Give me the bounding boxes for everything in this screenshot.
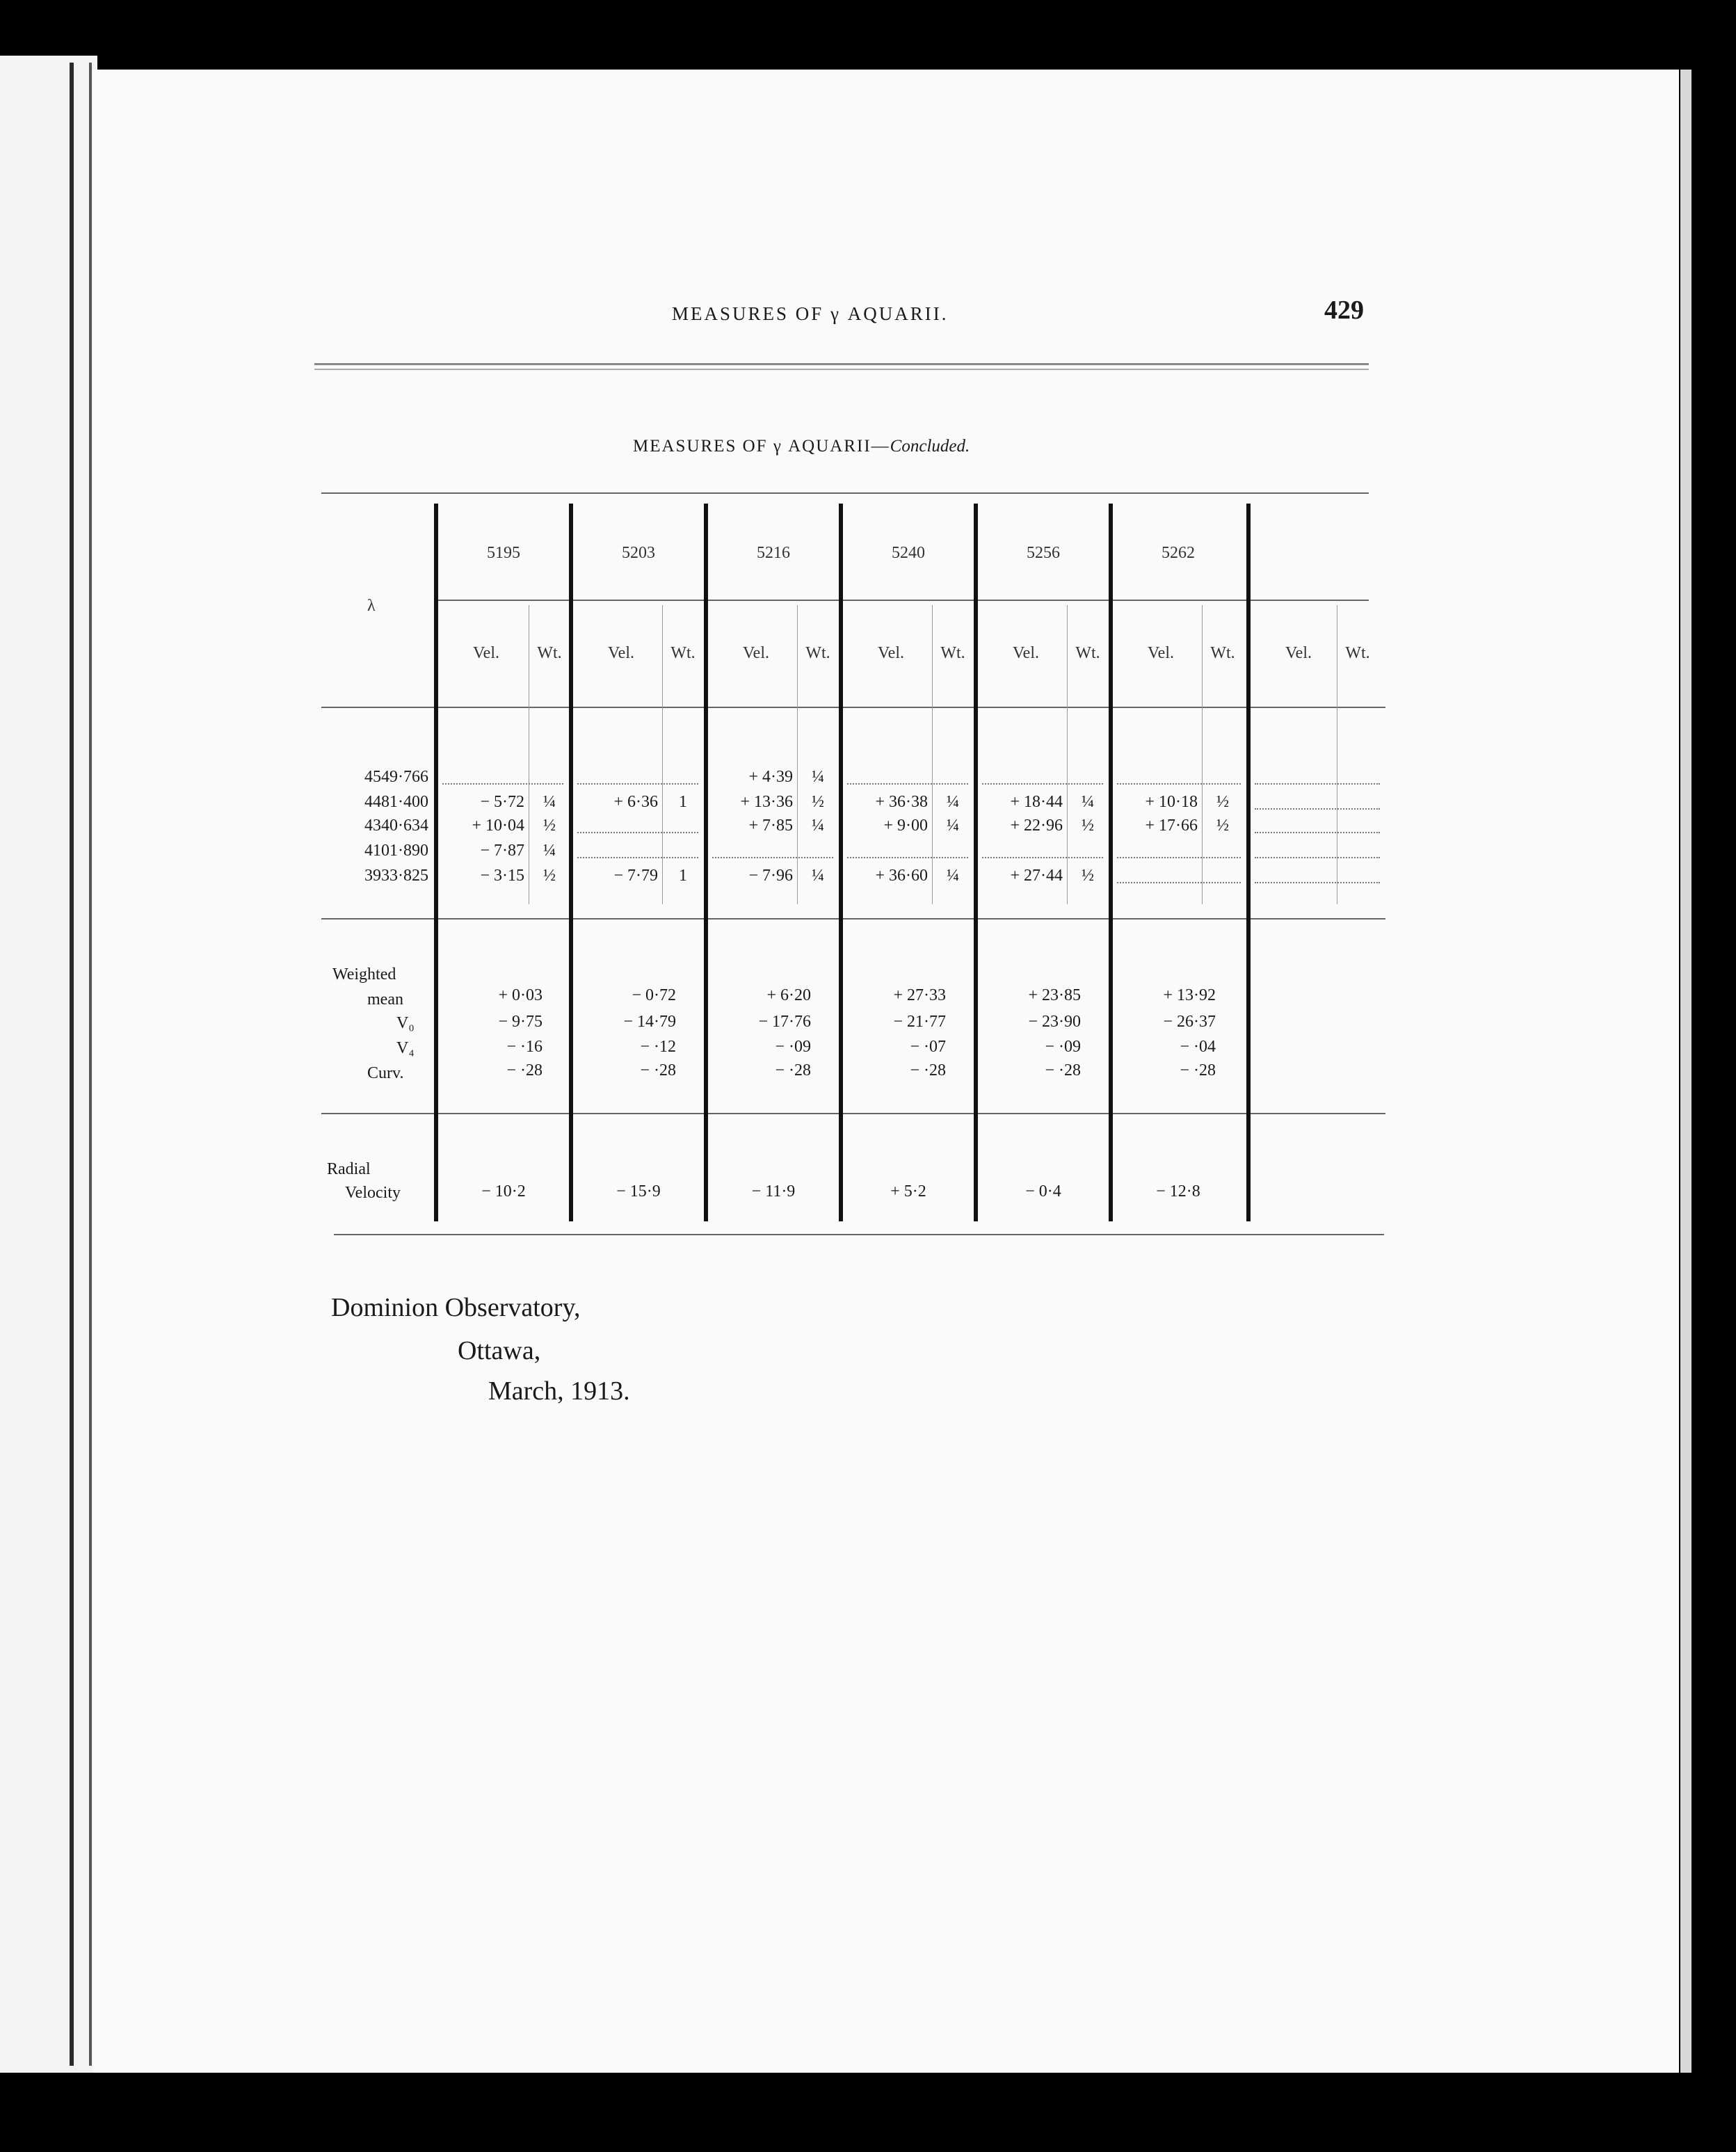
lambda-header: λ [367,597,376,615]
vel-header: Vel. [1285,644,1312,662]
summary-value: + 27·33 [893,986,946,1004]
summary-value: + 23·85 [1028,986,1081,1004]
velocity-cell: + 10·04 [472,817,524,835]
signature-line-2: Ottawa, [458,1336,541,1365]
weight-cell: ¼ [1082,793,1094,811]
table-bottom-rule [334,1234,1384,1235]
radial-velocity-value: − 10·2 [481,1182,526,1201]
summary-value: − 26·37 [1163,1013,1216,1031]
velocity-cell: − 7·87 [480,842,524,860]
empty-cell-leader [982,857,1103,858]
weight-cell: ½ [1082,817,1094,835]
plate-header: 5256 [1027,544,1060,562]
summary-label: Curv. [367,1064,404,1082]
summary-bottom-rule [321,1113,1385,1114]
summary-value: − ·09 [1045,1038,1081,1056]
plate-header: 5240 [892,544,925,562]
velocity-cell: + 36·60 [875,867,928,885]
weight-cell: ¼ [543,793,556,811]
summary-value: − ·28 [640,1061,676,1079]
plate-header: 5216 [757,544,790,562]
empty-cell-leader [1255,882,1380,883]
summary-value: + 6·20 [766,986,811,1004]
summary-value: − ·28 [910,1061,946,1079]
weight-cell: ¼ [947,793,959,811]
velocity-label: Velocity [345,1184,401,1202]
empty-cell-leader [1117,882,1241,883]
summary-label: V₄ [396,1039,415,1057]
empty-cell-leader [712,857,833,858]
weight-cell: ½ [543,817,556,835]
velocity-cell: + 36·38 [875,793,928,811]
summary-value: − ·28 [506,1061,542,1079]
radial-velocity-value: + 5·2 [890,1182,926,1201]
wavelength-label: 4101·890 [364,842,428,860]
plate-header-rule [437,600,1369,601]
weight-cell: ¼ [812,867,824,885]
radial-velocity-value: − 12·8 [1156,1182,1200,1201]
velocity-cell: + 9·00 [883,817,928,835]
summary-value: + 0·03 [498,986,542,1004]
empty-cell-leader [1255,857,1380,858]
wt-header: Wt. [1210,644,1235,662]
weight-cell: ½ [812,793,824,811]
vel-header: Vel. [1013,644,1039,662]
velocity-cell: + 13·36 [740,793,793,811]
table-title [633,437,970,456]
summary-value: − 23·90 [1028,1013,1081,1031]
empty-cell-leader [1255,783,1380,785]
weight-cell: ½ [1216,793,1229,811]
page-edge [1680,70,1691,2073]
running-head: MEASURES OF γ AQUARII. [672,303,949,324]
summary-value: + 13·92 [1163,986,1216,1004]
table-title-main: MEASURES OF γ AQUARII— [633,437,890,456]
weight-cell: ¼ [812,768,824,786]
weight-cell: ½ [1082,867,1094,885]
summary-value: − 17·76 [758,1013,811,1031]
column-divider-6 [1246,504,1251,1221]
measures-bottom-rule [321,918,1385,920]
radial-velocity-value: − 0·4 [1025,1182,1061,1201]
weight-cell: ¼ [543,842,556,860]
radial-velocity-value: − 15·9 [616,1182,661,1201]
empty-cell-leader [577,783,698,785]
weight-cell: ½ [543,867,556,885]
column-divider-5 [1109,504,1113,1221]
binding-gutter-line [89,63,92,2066]
summary-value: − ·28 [1045,1061,1081,1079]
header-rule [314,363,1369,365]
weight-cell: ¼ [947,867,959,885]
velocity-cell: − 5·72 [480,793,524,811]
velocity-cell: − 7·79 [613,867,658,885]
wavelength-label: 4340·634 [364,817,428,835]
summary-value: − 21·77 [893,1013,946,1031]
summary-value: − ·12 [640,1038,676,1056]
wavelength-label: 4549·766 [364,768,428,786]
summary-value: − 14·79 [623,1013,676,1031]
column-header-rule [321,707,1385,708]
column-divider-0 [434,504,438,1221]
velocity-cell: + 10·18 [1145,793,1198,811]
wt-header: Wt. [940,644,965,662]
vel-header: Vel. [743,644,769,662]
empty-cell-leader [847,857,968,858]
velocity-cell: − 3·15 [480,867,524,885]
weight-cell: ½ [1216,817,1229,835]
velocity-cell: + 4·39 [748,768,793,786]
column-divider-2 [704,504,708,1221]
wt-header: Wt. [1345,644,1370,662]
summary-label: mean [367,990,403,1009]
velocity-cell: + 17·66 [1145,817,1198,835]
summary-value: − ·04 [1180,1038,1216,1056]
empty-cell-leader [1255,832,1380,833]
wt-header: Wt. [805,644,830,662]
summary-value: − ·09 [775,1038,811,1056]
plate-header: 5203 [622,544,655,562]
column-divider-4 [974,504,978,1221]
radial-velocity-value: − 11·9 [751,1182,796,1201]
binding-gutter [70,63,74,2066]
velocity-cell: + 6·36 [613,793,658,811]
facing-page-edge [0,56,97,2073]
weight-cell: ¼ [812,817,824,835]
table-top-rule [321,492,1369,494]
header-rule-secondary [314,369,1369,370]
summary-value: − ·28 [775,1061,811,1079]
empty-cell-leader [1117,783,1241,785]
vel-header: Vel. [608,644,634,662]
velocity-cell: + 22·96 [1010,817,1063,835]
empty-cell-leader [442,783,563,785]
signature-line-3: March, 1913. [488,1376,630,1406]
weight-cell: 1 [679,793,687,811]
velocity-cell: + 27·44 [1010,867,1063,885]
empty-cell-leader [577,832,698,833]
empty-cell-leader [847,783,968,785]
vel-header: Vel. [1148,644,1174,662]
summary-value: − ·28 [1180,1061,1216,1079]
summary-value: − ·16 [506,1038,542,1056]
vel-header: Vel. [473,644,499,662]
velocity-cell: − 7·96 [748,867,793,885]
signature-line-1: Dominion Observatory, [331,1293,581,1322]
empty-cell-leader [982,783,1103,785]
summary-label: V₀ [396,1014,415,1032]
plate-header: 5262 [1162,544,1195,562]
velocity-cell: + 18·44 [1010,793,1063,811]
table-title-concluded: Concluded. [890,437,970,456]
plate-header: 5195 [487,544,520,562]
weight-cell: 1 [679,867,687,885]
column-divider-3 [839,504,843,1221]
empty-cell-leader [577,857,698,858]
vel-header: Vel. [878,644,904,662]
summary-value: − ·07 [910,1038,946,1056]
summary-value: − 0·72 [632,986,676,1004]
wt-header: Wt. [537,644,562,662]
column-divider-1 [569,504,573,1221]
radial-label: Radial [327,1160,371,1178]
wt-header: Wt. [1075,644,1100,662]
empty-cell-leader [1117,857,1241,858]
wt-header: Wt. [670,644,696,662]
weight-cell: ¼ [947,817,959,835]
velocity-cell: + 7·85 [748,817,793,835]
page-number: 429 [1324,296,1364,325]
summary-value: − 9·75 [498,1013,542,1031]
empty-cell-leader [1255,808,1380,810]
summary-label: Weighted [332,965,396,983]
wavelength-label: 4481·400 [364,793,428,811]
wavelength-label: 3933·825 [364,867,428,885]
